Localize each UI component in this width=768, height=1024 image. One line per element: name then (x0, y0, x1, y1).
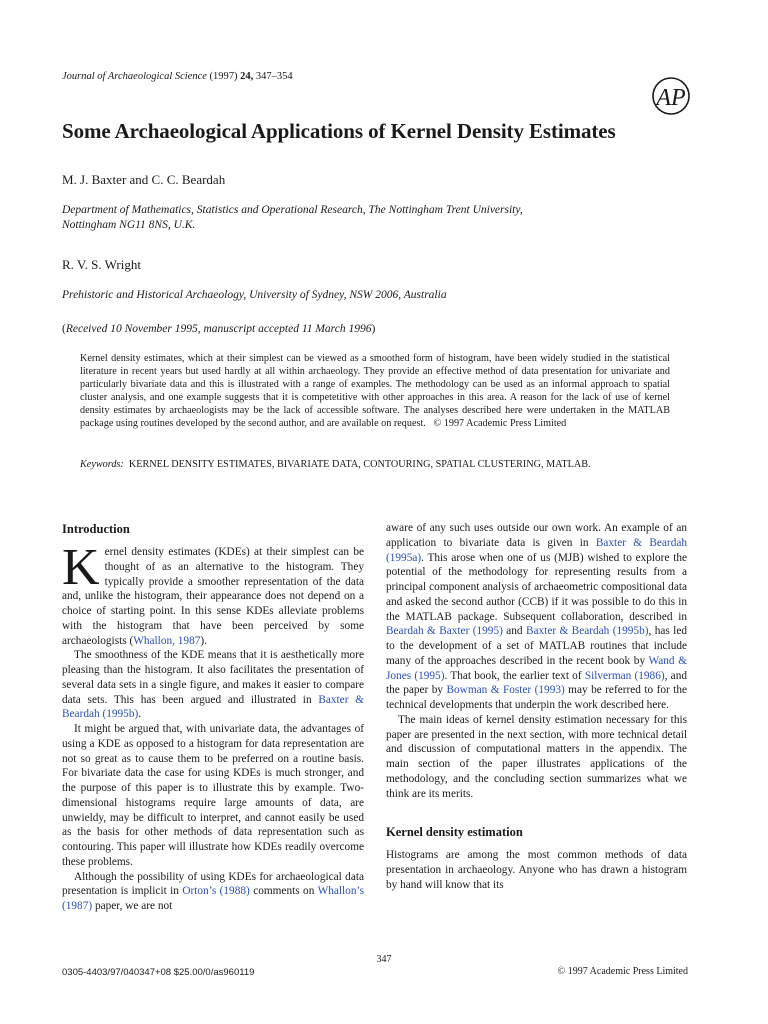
publisher-logo-text: AP (656, 85, 686, 111)
keywords-list: KERNEL DENSITY ESTIMATES, BIVARIATE DATA, CONTOURING, SPATIAL CLUSTERING, MATLAB. (128, 459, 591, 470)
publisher-logo-icon (649, 73, 693, 117)
paragraph-text: aware of any such uses outside our own work. An example of an application to bivariate data is given in (386, 522, 687, 549)
journal-year: (1997) (209, 71, 238, 82)
paragraph-text: may be referred to for the technical developments that underpin the work described here. (386, 684, 687, 711)
paragraph (62, 870, 364, 914)
citation-link[interactable]: Beardah & Baxter (1995) (386, 625, 503, 638)
abstract-copyright: © 1997 Academic Press Limited (433, 418, 567, 429)
affiliation-primary (62, 203, 523, 233)
citation-link[interactable]: Wand & Jones (1995) (386, 654, 687, 682)
journal-volume: 24, (240, 71, 254, 82)
keywords-label: Keywords: (80, 459, 124, 470)
paragraph (386, 521, 687, 713)
received-dates (62, 323, 375, 335)
body-column-right (386, 521, 687, 893)
affiliation-primary-line1: Department of Mathematics, Statistics and Operational Research, The Nottingham Trent University, (62, 204, 523, 216)
paragraph: The main ideas of kernel density estimation necessary for this paper are presented in the next section, with more technical detail and discussion of computational matters in the appendix. The main section of the paper illustrates applications of the methodology, and the concluding section summarizes what we think are its merits. (386, 713, 687, 800)
citation-link[interactable]: Whallon’s (1987) (62, 885, 364, 912)
paragraph-text: ). (200, 634, 207, 647)
paragraph: Histograms are among the most common methods of data presentation in archaeology. Anyone who has drawn a histogram by hand will know that its (386, 849, 687, 891)
footer-copyright: © 1997 Academic Press Limited (557, 966, 688, 977)
drop-cap: K (62, 539, 100, 596)
paragraph (62, 539, 364, 648)
journal-citation (62, 71, 293, 82)
authors-secondary: R. V. S. Wright (62, 257, 141, 272)
affiliation-secondary: Prehistoric and Historical Archaeology, University of Sydney, NSW 2006, Australia (62, 289, 447, 301)
paragraph-text: ernel density estimates (KDEs) at their simplest can be thought of as an alternative to the histogram. They typically provide a smoother representation of the data and, unlike the histogram, their appearance does not depend on a choice of starting point. In this sense KDEs alleviate problems with the histogram that have been perceived by some archaeologists ( (62, 546, 364, 647)
authors-primary: M. J. Baxter and C. C. Beardah (62, 172, 226, 187)
paragraph-text: The smoothness of the KDE means that it is aesthetically more pleasing than the histogram. It also facilitates the presentation of several data sets in a single figure, and makes it easier to compare data sets. This has been argued and illustrated in (62, 649, 364, 706)
paragraph: It might be argued that, with univariate data, the advantages of using a KDE as opposed to a histogram for data representation are not so great as to cause them to be preferred on a routine basis. For bivariate data the case for using KDEs is much stronger, and the purpose of this paper is to illustrate this by example. Two-dimensional histograms require large amounts of data, are unwieldy, may be difficult to interpret, and cannot easily be used as the basis for other methods of data representation such as contouring. This paper will illustrate how KDEs readily overcome these problems. (62, 723, 364, 868)
section-heading-kde: Kernel density estimation (386, 825, 523, 840)
section-spacer (386, 801, 687, 825)
section-heading-introduction: Introduction (62, 522, 130, 536)
paragraph-text: . This arose when one of us (MJB) wished to explore the potential of the methodology for representing results from a principal component analysis of archaeometric compositional data and asked the second author (CCB) if it was possible to do this in the MATLAB package. Subsequent collaboration, described in (386, 551, 687, 623)
article-code: 0305-4403/97/040347+08 $25.00/0/as960119 (62, 967, 255, 978)
paragraph-text: . (138, 708, 142, 721)
received-paren-open: ( (62, 323, 66, 335)
paragraph-text: and (502, 625, 526, 638)
paragraph-text: Although the possibility of using KDEs for archaeological data presentation is implicit in (62, 870, 364, 898)
paragraph-text: . That book, the earlier text of (444, 669, 585, 682)
abstract (80, 352, 670, 430)
journal-name: Journal of Archaeological Science (62, 71, 207, 82)
journal-pages: 347–354 (255, 71, 293, 82)
received-text: Received 10 November 1995, manuscript accepted 11 March 1996 (65, 323, 372, 335)
citation-link[interactable]: Orton’s (1988) (182, 885, 250, 898)
body-column-left (62, 522, 364, 914)
citation-link[interactable]: Baxter & Beardah (1995a) (386, 536, 688, 564)
citation-link[interactable]: Whallon, 1987 (133, 634, 201, 647)
paragraph-text: comments on (249, 885, 318, 898)
paragraph-text: paper, we are not (92, 900, 173, 912)
paragraph-text: , has led to the development of a set of MATLAB routines that include many of the approaches described in the recent book by (386, 625, 687, 667)
paragraph (62, 648, 364, 722)
citation-link[interactable]: Silverman (1986) (584, 669, 665, 682)
received-paren-close: ) (371, 323, 376, 335)
paragraph-text: , and the paper by (386, 669, 687, 697)
keywords (80, 458, 670, 472)
page-number: 347 (376, 954, 392, 965)
citation-link[interactable]: Bowman & Foster (1993) (446, 684, 565, 697)
abstract-text: Kernel density estimates, which at their simplest can be viewed as a smoothed form of histogram, have been widely studied in the statistical literature in recent years but used hardly at all within archaeology. They provide an effective method of data presentation for univariate and particularly bivariate data and this is illustrated with a range of examples. The methodology can be used as an informal approach to spatial cluster analysis, and one example suggests that it is competetitive with other approaches in this area. A reason for the lack of use of kernel density estimates by archaeologists may be the lack of accessible software. The analyses described here were undertaken in the MATLAB package using routines developed by the second author, and are available on request. (80, 353, 670, 429)
affiliation-primary-line2: Nottingham NG11 8NS, U.K. (62, 219, 196, 231)
citation-link[interactable]: Baxter & Beardah (1995b) (525, 625, 649, 638)
citation-link[interactable]: Baxter & Beardah (1995b) (62, 693, 364, 721)
article-title: Some Archaeological Applications of Kernel Density Estimates (62, 119, 616, 143)
